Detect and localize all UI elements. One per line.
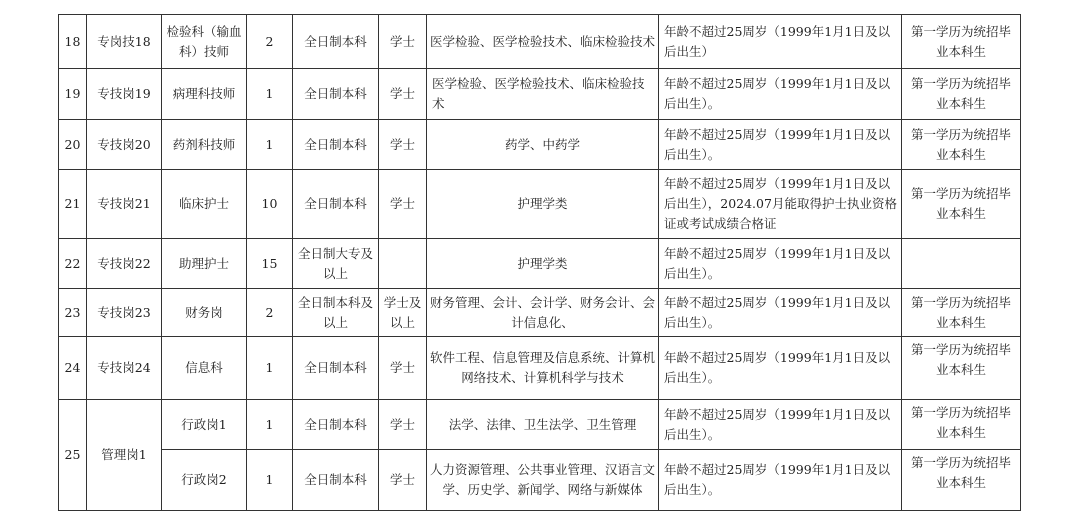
row-number: 21 (59, 170, 87, 239)
remark (902, 239, 1021, 289)
headcount: 1 (247, 120, 293, 170)
post-code: 专技岗19 (87, 69, 162, 120)
major: 医学检验、医学检验技术、临床检验技术 (427, 69, 659, 120)
major: 财务管理、会计、会计学、财务会计、会计信息化、 (427, 289, 659, 337)
headcount: 15 (247, 239, 293, 289)
row-number: 25 (59, 400, 87, 511)
table-row (59, 450, 1021, 511)
headcount: 2 (247, 289, 293, 337)
post-code: 管理岗1 (87, 400, 162, 511)
table-row (59, 69, 1021, 120)
post-name: 信息科 (162, 337, 247, 400)
post-code: 专技岗22 (87, 239, 162, 289)
education: 全日制大专及以上 (293, 239, 379, 289)
remark: 第一学历为统招毕业本科生 (902, 400, 1021, 450)
post-name: 助理护士 (162, 239, 247, 289)
major: 人力资源管理、公共事业管理、汉语言文学、历史学、新闻学、网络与新媒体 (427, 450, 659, 511)
education: 全日制本科 (293, 337, 379, 400)
age-requirement: 年龄不超过25周岁（1999年1月1日及以后出生） (659, 15, 902, 69)
major: 护理学类 (427, 239, 659, 289)
age-requirement: 年龄不超过25周岁（1999年1月1日及以后出生）。 (659, 120, 902, 170)
degree: 学士 (379, 337, 427, 400)
major: 医学检验、医学检验技术、临床检验技术 (427, 15, 659, 69)
headcount: 2 (247, 15, 293, 69)
degree (379, 239, 427, 289)
table-row (59, 120, 1021, 170)
post-code: 专技岗20 (87, 120, 162, 170)
age-requirement: 年龄不超过25周岁（1999年1月1日及以后出生）。 (659, 69, 902, 120)
table-row (59, 337, 1021, 400)
education: 全日制本科 (293, 120, 379, 170)
post-code: 专技岗23 (87, 289, 162, 337)
row-number: 19 (59, 69, 87, 120)
degree: 学士 (379, 69, 427, 120)
row-number: 18 (59, 15, 87, 69)
headcount: 1 (247, 69, 293, 120)
post-name: 临床护士 (162, 170, 247, 239)
row-number: 23 (59, 289, 87, 337)
degree: 学士 (379, 170, 427, 239)
major: 法学、法律、卫生法学、卫生管理 (427, 400, 659, 450)
age-requirement: 年龄不超过25周岁（1999年1月1日及以后出生）。 (659, 239, 902, 289)
table-row (59, 15, 1021, 69)
table-row (59, 289, 1021, 337)
age-requirement: 年龄不超过25周岁（1999年1月1日及以后出生）。 (659, 337, 902, 400)
remark: 第一学历为统招毕业本科生 (902, 450, 1021, 511)
major: 护理学类 (427, 170, 659, 239)
headcount: 1 (247, 450, 293, 511)
row-number: 24 (59, 337, 87, 400)
age-requirement: 年龄不超过25周岁（1999年1月1日及以后出生），2024.07月能取得护士执业资格证或考试成绩合格证 (659, 170, 902, 239)
headcount: 1 (247, 337, 293, 400)
remark: 第一学历为统招毕业本科生 (902, 15, 1021, 69)
table-row (59, 400, 1021, 450)
education: 全日制本科 (293, 15, 379, 69)
degree: 学士 (379, 400, 427, 450)
headcount: 1 (247, 400, 293, 450)
post-name: 行政岗1 (162, 400, 247, 450)
degree: 学士 (379, 120, 427, 170)
row-number: 22 (59, 239, 87, 289)
education: 全日制本科 (293, 450, 379, 511)
row-number: 20 (59, 120, 87, 170)
degree: 学士 (379, 15, 427, 69)
age-requirement: 年龄不超过25周岁（1999年1月1日及以后出生）。 (659, 400, 902, 450)
degree: 学士 (379, 450, 427, 511)
education: 全日制本科 (293, 69, 379, 120)
remark: 第一学历为统招毕业本科生 (902, 337, 1021, 400)
age-requirement: 年龄不超过25周岁（1999年1月1日及以后出生）。 (659, 289, 902, 337)
remark: 第一学历为统招毕业本科生 (902, 69, 1021, 120)
education: 全日制本科 (293, 170, 379, 239)
remark: 第一学历为统招毕业本科生 (902, 289, 1021, 337)
post-code: 专技岗21 (87, 170, 162, 239)
table-row (59, 170, 1021, 239)
post-code: 专技岗24 (87, 337, 162, 400)
degree: 学士及以上 (379, 289, 427, 337)
table-row (59, 239, 1021, 289)
post-name: 行政岗2 (162, 450, 247, 511)
education: 全日制本科 (293, 400, 379, 450)
age-requirement: 年龄不超过25周岁（1999年1月1日及以后出生）。 (659, 450, 902, 511)
major: 软件工程、信息管理及信息系统、计算机网络技术、计算机科学与技术 (427, 337, 659, 400)
post-name: 财务岗 (162, 289, 247, 337)
post-name: 检验科（输血科）技师 (162, 15, 247, 69)
recruitment-table (58, 14, 1021, 511)
post-code: 专岗技18 (87, 15, 162, 69)
post-name: 药剂科技师 (162, 120, 247, 170)
headcount: 10 (247, 170, 293, 239)
major: 药学、中药学 (427, 120, 659, 170)
education: 全日制本科及以上 (293, 289, 379, 337)
post-name: 病理科技师 (162, 69, 247, 120)
remark: 第一学历为统招毕业本科生 (902, 120, 1021, 170)
remark: 第一学历为统招毕业本科生 (902, 170, 1021, 239)
